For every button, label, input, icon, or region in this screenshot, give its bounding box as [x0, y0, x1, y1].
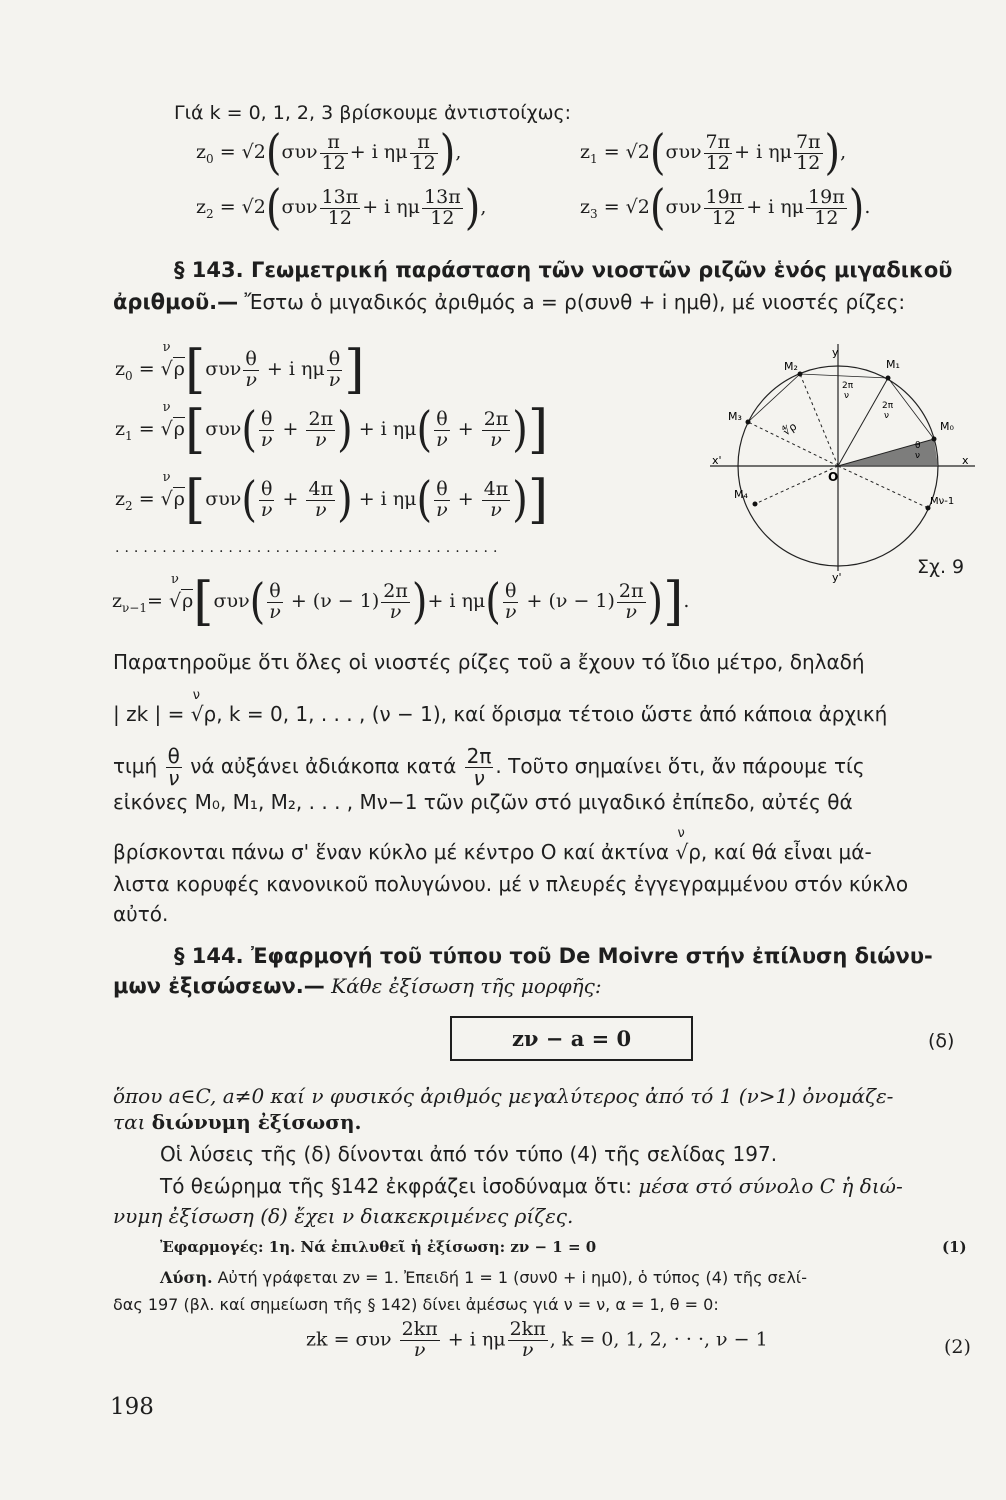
- angle-label-1: 2π: [842, 381, 854, 391]
- root-z1: $z_1 = √2(\sigma\upsilon\nu$ $\frac{7\pi}{12}$ + i ημ $\frac{7\pi}{12}$ ),: [580, 125, 847, 181]
- label-xprime: x': [712, 454, 722, 467]
- equation-tag-delta: (δ): [928, 1030, 955, 1052]
- point-m1: [886, 376, 891, 381]
- root-z2: $z_2 = √2(\sigma\upsilon\nu$ $\frac{13\pi}{12}$ + i ημ $\frac{13\pi}{12}$ ),: [196, 180, 487, 236]
- point-m0: [932, 437, 937, 442]
- nu-root-zn: $z_{\nu-1}=$ ν √ρ[συν( $\frac{\theta}{\nu}$ + (ν − 1) $\frac{2\pi}{\nu}$ )+ i ημ( $\frac{\theta}{\nu}$ + (ν − 1) $\frac{2\pi}{\nu}$ )].: [112, 572, 690, 632]
- polygon-chords: [748, 374, 934, 439]
- solution-line2: δας 197 (βλ. καί σημείωση τῆς § 142) δίνει ἀμέσως γιά ν = ν, α = 1, θ = 0:: [113, 1295, 719, 1314]
- para-solutions: Οἱ λύσεις τῆς (δ) δίνονται ἀπό τόν τύπο (4) τῆς σελίδας 197.: [160, 1142, 778, 1166]
- section-143-heading: § 143. Γεωμετρική παράσταση τῶν νιοστῶν ριζῶν ἑνός μιγαδικοῦ: [174, 258, 953, 282]
- radius-label: ∜ρ: [780, 419, 800, 439]
- final-formula: zk = συν $\frac{2k\pi}{\nu}$ + i ημ $\frac{2k\pi}{\nu}$ , k = 0, 1, 2, · · ·, ν − 1: [306, 1318, 768, 1361]
- root-z3: $z_3 = √2(\sigma\upsilon\nu$ $\frac{19\pi}{12}$ + i ημ $\frac{19\pi}{12}$ ).: [580, 180, 871, 236]
- radius-mn: [838, 466, 928, 508]
- angle-label-1-den: ν: [844, 391, 850, 401]
- label-m1: M₁: [886, 358, 900, 371]
- solution-line1: Λύση. Αὐτή γράφεται zν = 1. Ἐπειδή 1 = 1 (συν0 + i ημ0), ὁ τύπος (4) τῆς σελί-: [160, 1268, 807, 1287]
- label-yprime: y': [832, 571, 842, 584]
- roots-circle-figure: [700, 336, 990, 586]
- intro-line: Γιά k = 0, 1, 2, 3 βρίσκουμε ἀντιστοίχως:: [174, 102, 572, 124]
- page-number: 198: [110, 1394, 154, 1420]
- section-144-intro: μων ἐξισώσεων.— Κάθε ἐξίσωση τῆς μορφῆς:: [113, 974, 602, 998]
- boxed-equation: zν − a = 0: [450, 1016, 693, 1061]
- label-m4: M₄: [734, 488, 748, 501]
- application-tag: (1): [942, 1238, 967, 1256]
- point-m2: [798, 372, 803, 377]
- angle-label-2: 2π: [882, 401, 894, 411]
- nu-root-z0: $z_0$ = ν √ρ[συν $\frac{\theta}{\nu}$ + i ημ $\frac{\theta}{\nu}$ ]: [115, 340, 365, 400]
- angle-label-theta: θ: [915, 441, 921, 451]
- section-144-heading: § 144. Ἐφαρμογή τοῦ τύπου τοῦ De Moivre στήν ἐπίλυση διώνυ-: [174, 944, 933, 968]
- radius-m2: [800, 374, 838, 466]
- label-m0: M₀: [940, 420, 954, 433]
- para1-line1: Παρατηροῦμε ὅτι ὅλες οἱ νιοστές ρίζες τοῦ a ἔχουν τό ἴδιο μέτρο, δηλαδή: [113, 650, 865, 674]
- definition-line2: ται διώνυμη ἐξίσωση.: [113, 1110, 362, 1134]
- root-z0: $z_0 = √2(\sigma\upsilon\nu$ $\frac{\pi}{12}$ + i ημ $\frac{\pi}{12}$ ),: [196, 125, 462, 181]
- section-143-intro: ἀριθμοῦ.— Ἔστω ὁ μιγαδικός ἀριθμός a = ρ(συνθ + i ημθ), μέ νιοστές ρίζες:: [113, 290, 906, 314]
- label-x: x: [962, 454, 969, 467]
- application-line: Ἐφαρμογές: 1η. Νά ἐπιλυθεῖ ἡ ἐξίσωση: zν − 1 = 0: [160, 1238, 597, 1256]
- definition-line1: ὅπου a∈C, a≠0 καί ν φυσικός ἀριθμός μεγαλύτερος ἀπό τό 1 (ν>1) ὀνομάζε-: [113, 1084, 894, 1108]
- label-y: y: [832, 346, 839, 359]
- label-m2: M₂: [784, 360, 798, 373]
- para1-line2: | zk | = ν √ρ, k = 0, 1, . . . , (ν − 1), καί ὅρισμα τέτοιο ὥστε ἀπό κάποια ἀρχική: [113, 688, 888, 726]
- figure-caption: Σχ. 9: [917, 556, 965, 578]
- final-formula-tag: (2): [944, 1336, 971, 1358]
- para1-line3: τιμή $\frac{\theta}{\nu}$ νά αὐξάνει ἀδιάκοπα κατά $\frac{2\pi}{\nu}$ . Τοῦτο σημαίνει ὅτι, ἄν πάρουμε τίς: [113, 744, 865, 790]
- para-theorem-line2: νυμη ἐξίσωση (δ) ἔχει ν διακεκριμένες ρίζες.: [113, 1204, 574, 1228]
- label-mn: Mν-1: [930, 496, 955, 507]
- point-m3: [746, 420, 751, 425]
- point-m4: [753, 502, 758, 507]
- para1-line6: λιστα κορυφές κανονικοῦ πολυγώνου. μέ ν πλευρές ἐγγεγραμμένου στόν κύκλο: [113, 872, 909, 896]
- label-o: O: [828, 470, 839, 484]
- radius-m4: [755, 466, 838, 504]
- angle-label-2-den: ν: [884, 411, 890, 421]
- para1-line7: αὐτό.: [113, 902, 169, 926]
- nu-root-z2: $z_2$ = ν √ρ[συν( $\frac{\theta}{\nu}$ + $\frac{4\pi}{\nu}$ ) + i ημ( $\frac{\theta}{\nu}$ + $\frac{4\pi}{\nu}$ )]: [115, 470, 549, 530]
- label-m3: M₃: [728, 410, 742, 423]
- para1-line5: βρίσκονται πάνω σ' ἕναν κύκλο μέ κέντρο O καί ἀκτίνα ν √ρ, καί θά εἶναι μά-: [113, 826, 872, 864]
- angle-label-theta-den: ν: [915, 451, 921, 461]
- ellipsis-row: .........................................: [115, 540, 503, 556]
- para-theorem-line1: Τό θεώρημα τῆς §142 ἐκφράζει ἰσοδύναμα ὅτι: μέσα στό σύνολο C ἡ διώ-: [160, 1174, 903, 1198]
- para1-line4: εἰκόνες M₀, M₁, M₂, . . . , Mν−1 τῶν ριζῶν στό μιγαδικό ἐπίπεδο, αὐτές θά: [113, 790, 853, 814]
- nu-root-z1: $z_1$ = ν √ρ[συν( $\frac{\theta}{\nu}$ + $\frac{2\pi}{\nu}$ ) + i ημ( $\frac{\theta}{\nu}$ + $\frac{2\pi}{\nu}$ )]: [115, 400, 549, 460]
